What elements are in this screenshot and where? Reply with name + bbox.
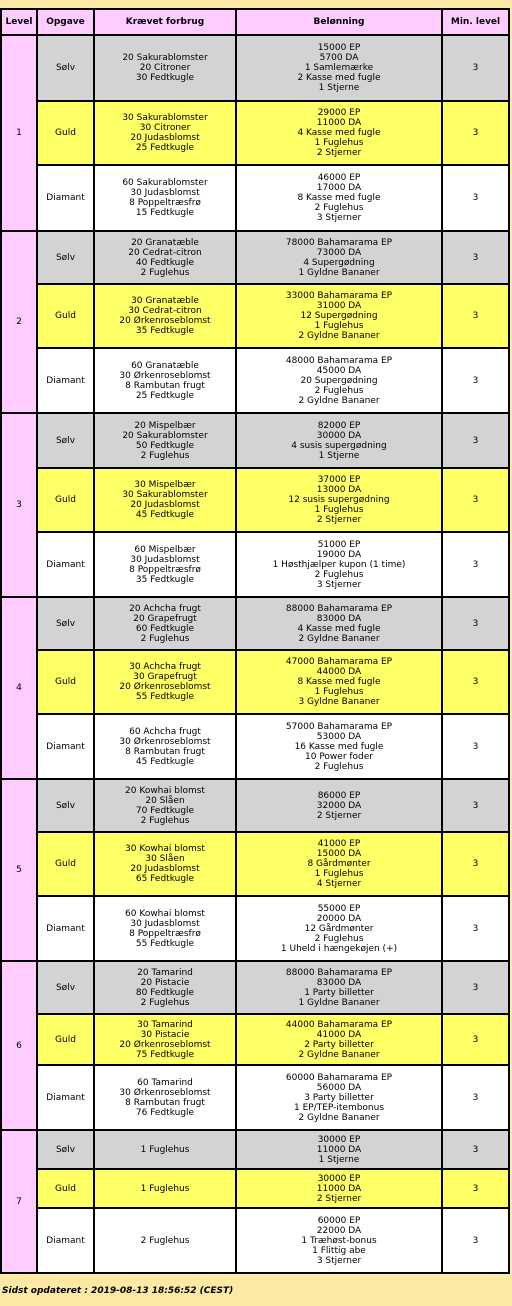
reward-cell (237, 715, 441, 778)
task-cell: Guld (38, 1170, 93, 1207)
requirement-line: 30 Kowhai blomst (125, 844, 205, 854)
requirements-cell (95, 715, 235, 778)
requirements-cell (95, 102, 235, 164)
requirement-line: 30 Tamarind (137, 1019, 193, 1030)
reward-line: 56000 DA (316, 1082, 362, 1093)
requirement-line: 60 Fedtkugle (135, 623, 195, 634)
reward-line: 2 Fuglehus (314, 569, 364, 580)
requirement-line: 20 Slåen (145, 795, 185, 806)
reward-line: 4 susis supergødning (291, 440, 387, 451)
requirement-line: 30 Ørkenroseblomst (119, 1087, 211, 1098)
requirement-line: 8 Rambutan frugt (125, 1097, 205, 1108)
task-cell: Guld (38, 1015, 93, 1064)
requirement-line: 20 Kowhai blomst (125, 785, 205, 796)
requirement-line: 30 Ørkenroseblomst (119, 370, 211, 381)
reward-line: 1 Træhøst-bonus (301, 1235, 377, 1246)
last-updated: Sidst opdateret : 2019-08-13 18:56:52 (CEST) (2, 1286, 234, 1296)
reward-line: 2 Gyldne Bananer (298, 331, 380, 341)
requirement-line: 8 Poppeltræsfrø (129, 564, 201, 575)
requirement-line: 25 Fedtkugle (135, 390, 195, 401)
task-cell: Guld (38, 469, 93, 531)
reward-line: 20000 DA (316, 913, 362, 924)
reward-line: 15000 EP (317, 43, 361, 53)
reward-line: 2 Fuglehus (314, 203, 364, 213)
reward-cell (237, 897, 441, 960)
requirement-line: 20 Achcha frugt (129, 603, 201, 614)
reward-line: 1 Stjerne (318, 1154, 360, 1165)
requirement-line: 30 Citroner (139, 123, 191, 133)
reward-line: 2 Stjerner (316, 148, 362, 158)
requirements-cell (95, 166, 235, 230)
requirement-line: 60 Granatæble (131, 360, 199, 371)
reward-line: 12 Gårdmønter (304, 923, 374, 934)
requirement-line: 20 Grapefrugt (133, 613, 197, 624)
reward-line: 11000 DA (316, 1183, 362, 1194)
reward-line: 88000 Bahamarama EP (285, 603, 393, 614)
reward-line: 1 Fuglehus (314, 505, 364, 515)
reward-line: 44000 DA (316, 667, 362, 677)
reward-line: 8 Gårdmønter (307, 859, 371, 869)
reward-line: 3 Stjerner (316, 579, 362, 590)
requirement-line: 20 Sakurablomster (122, 53, 208, 63)
reward-cell (237, 469, 441, 531)
table-row (2, 833, 508, 895)
min-level-cell: 3 (443, 715, 508, 778)
reward-line: 4 Kasse med fugle (297, 128, 381, 138)
reward-line: 30000 EP (317, 1134, 361, 1145)
requirements-cell (95, 414, 235, 467)
requirements-cell (95, 469, 235, 531)
min-level-cell: 3 (443, 598, 508, 649)
reward-line: 4 Supergødning (303, 257, 375, 268)
table-row (2, 1209, 508, 1272)
min-level-cell: 3 (443, 1015, 508, 1064)
reward-line: 17000 DA (316, 183, 362, 193)
requirement-line: 60 Achcha frugt (129, 726, 201, 737)
task-cell: Guld (38, 285, 93, 347)
requirement-line: 20 Tamarind (137, 967, 193, 978)
requirements-cell (95, 1209, 235, 1272)
requirement-line: 80 Fedtkugle (135, 987, 195, 998)
min-level-cell: 3 (443, 232, 508, 283)
requirement-line: 8 Rambutan frugt (125, 380, 205, 391)
task-cell: Diamant (38, 533, 93, 596)
reward-line: 1 Gyldne Bananer (298, 267, 380, 278)
levels-table (0, 8, 510, 1274)
requirement-line: 55 Fedtkugle (135, 692, 195, 702)
reward-line: 2 Fuglehus (314, 761, 364, 772)
requirement-line: 2 Fuglehus (140, 450, 190, 461)
requirement-line: 30 Achcha frugt (129, 662, 201, 672)
requirement-line: 30 Mispelbær (134, 480, 196, 490)
requirement-line: 20 Pistacie (140, 977, 190, 988)
reward-cell (237, 1066, 441, 1129)
min-level-cell: 3 (443, 166, 508, 230)
requirements-cell (95, 36, 235, 100)
reward-line: 41000 EP (317, 839, 361, 849)
requirement-line: 60 Tamarind (137, 1077, 193, 1088)
requirement-line: 20 Judasblomst (130, 133, 200, 143)
min-level-cell: 3 (443, 1066, 508, 1129)
task-cell: Sølv (38, 36, 93, 100)
task-cell: Guld (38, 102, 93, 164)
requirement-line: 1 Fuglehus (140, 1183, 190, 1194)
requirement-line: 2 Fuglehus (140, 633, 190, 644)
reward-line: 2 Stjerner (316, 1193, 362, 1204)
reward-line: 83000 DA (316, 977, 362, 988)
requirement-line: 20 Ørkenroseblomst (119, 1039, 211, 1050)
table-row (2, 349, 508, 412)
requirement-line: 76 Fedtkugle (135, 1107, 195, 1118)
header-level: Level (2, 10, 36, 34)
reward-cell (237, 833, 441, 895)
reward-line: 41000 DA (316, 1029, 362, 1040)
min-level-cell: 3 (443, 36, 508, 100)
reward-line: 1 Fuglehus (314, 138, 364, 148)
requirements-cell (95, 232, 235, 283)
task-cell: Diamant (38, 349, 93, 412)
reward-cell (237, 780, 441, 831)
table-row (2, 897, 508, 960)
min-level-cell: 3 (443, 897, 508, 960)
reward-line: 53000 DA (316, 731, 362, 742)
table-body (2, 36, 508, 1272)
reward-cell (237, 598, 441, 649)
reward-line: 29000 EP (317, 108, 361, 118)
requirement-line: 30 Sakurablomster (122, 490, 208, 500)
reward-cell (237, 36, 441, 100)
table-row (2, 651, 508, 713)
requirement-line: 35 Fedtkugle (135, 326, 195, 336)
task-cell: Sølv (38, 414, 93, 467)
reward-line: 22000 DA (316, 1225, 362, 1236)
reward-line: 48000 Bahamarama EP (285, 355, 393, 366)
requirement-line: 60 Sakurablomster (122, 178, 208, 188)
reward-cell (237, 166, 441, 230)
reward-line: 82000 EP (317, 420, 361, 431)
reward-line: 1 Fuglehus (314, 687, 364, 697)
task-cell: Diamant (38, 1209, 93, 1272)
reward-line: 4 Stjerner (316, 879, 362, 889)
reward-line: 1 Stjerne (318, 450, 360, 461)
table-row (2, 1131, 508, 1168)
reward-line: 30000 EP (317, 1173, 361, 1184)
requirement-line: 70 Fedtkugle (135, 805, 195, 816)
reward-line: 2 Gyldne Bananer (298, 633, 380, 644)
min-level-cell: 3 (443, 414, 508, 467)
requirement-line: 20 Granatæble (131, 237, 199, 248)
task-cell: Diamant (38, 715, 93, 778)
requirements-cell (95, 833, 235, 895)
header-task: Opgave (38, 10, 93, 34)
table-row (2, 780, 508, 831)
reward-line: 83000 DA (316, 613, 362, 624)
reward-line: 78000 Bahamarama EP (285, 237, 393, 248)
header-row (2, 10, 508, 34)
table-row (2, 1066, 508, 1129)
reward-line: 60000 EP (317, 1215, 361, 1226)
min-level-cell: 3 (443, 833, 508, 895)
min-level-cell: 3 (443, 1209, 508, 1272)
reward-cell (237, 1209, 441, 1272)
min-level-cell: 3 (443, 1131, 508, 1168)
reward-line: 5700 DA (319, 53, 359, 63)
level-cell: 5 (2, 780, 36, 960)
reward-cell (237, 102, 441, 164)
reward-line: 1 Stjerne (318, 83, 360, 93)
requirements-cell (95, 962, 235, 1013)
requirement-line: 30 Sakurablomster (122, 113, 208, 123)
level-cell: 4 (2, 598, 36, 778)
requirement-line: 30 Cedrat-citron (128, 306, 202, 316)
requirements-cell (95, 651, 235, 713)
reward-line: 3 Stjerner (316, 1255, 362, 1266)
reward-line: 51000 EP (317, 539, 361, 550)
level-cell: 1 (2, 36, 36, 230)
level-cell: 7 (2, 1131, 36, 1272)
requirement-line: 20 Judasblomst (130, 864, 200, 874)
requirement-line: 35 Fedtkugle (135, 574, 195, 585)
min-level-cell: 3 (443, 780, 508, 831)
table-row (2, 36, 508, 100)
table-row (2, 1015, 508, 1064)
requirement-line: 65 Fedtkugle (135, 874, 195, 884)
reward-cell (237, 349, 441, 412)
reward-line: 8 Kasse med fugle (297, 193, 381, 203)
requirement-line: 20 Cedrat-citron (128, 247, 202, 258)
reward-cell (237, 533, 441, 596)
requirement-line: 45 Fedtkugle (135, 510, 195, 520)
requirement-line: 2 Fuglehus (140, 267, 190, 278)
reward-line: 13000 DA (316, 485, 362, 495)
task-cell: Sølv (38, 1131, 93, 1168)
reward-line: 16 Kasse med fugle (294, 741, 384, 752)
reward-line: 88000 Bahamarama EP (285, 967, 393, 978)
requirement-line: 75 Fedtkugle (135, 1049, 195, 1060)
table-row (2, 598, 508, 649)
table-row (2, 102, 508, 164)
task-cell: Diamant (38, 897, 93, 960)
reward-line: 1 Party billetter (304, 987, 374, 998)
reward-line: 86000 EP (317, 790, 361, 801)
task-cell: Sølv (38, 780, 93, 831)
level-cell: 2 (2, 232, 36, 412)
reward-line: 1 Fuglehus (314, 869, 364, 879)
min-level-cell: 3 (443, 102, 508, 164)
reward-cell (237, 1131, 441, 1168)
requirement-line: 20 Citroner (139, 63, 191, 73)
requirement-line: 30 Pistacie (140, 1029, 190, 1040)
reward-line: 3 Gyldne Bananer (298, 697, 380, 707)
requirement-line: 30 Judasblomst (130, 554, 200, 565)
reward-line: 57000 Bahamarama EP (285, 721, 393, 732)
reward-line: 2 Party billetter (304, 1039, 374, 1050)
reward-line: 11000 DA (316, 1144, 362, 1155)
requirement-line: 30 Granatæble (131, 296, 199, 306)
reward-line: 19000 DA (316, 549, 362, 560)
reward-line: 20 Supergødning (300, 375, 378, 386)
requirement-line: 8 Poppeltræsfrø (129, 198, 201, 208)
requirement-line: 15 Fedtkugle (135, 208, 195, 218)
reward-line: 3 Stjerner (316, 213, 362, 223)
reward-line: 12 susis supergødning (288, 495, 390, 505)
reward-line: 55000 EP (317, 903, 361, 914)
requirement-line: 30 Grapefrugt (133, 672, 197, 682)
reward-line: 2 Gyldne Bananer (298, 395, 380, 406)
requirement-line: 55 Fedtkugle (135, 938, 195, 949)
reward-line: 2 Fuglehus (314, 385, 364, 396)
reward-line: 1 EP/TEP-itembonus (293, 1102, 385, 1113)
requirement-line: 30 Judasblomst (130, 188, 200, 198)
min-level-cell: 3 (443, 285, 508, 347)
reward-line: 60000 Bahamarama EP (285, 1072, 393, 1083)
requirement-line: 30 Ørkenroseblomst (119, 736, 211, 747)
requirement-line: 40 Fedtkugle (135, 257, 195, 268)
min-level-cell: 3 (443, 349, 508, 412)
reward-line: 2 Stjerner (316, 515, 362, 525)
requirement-line: 20 Mispelbær (134, 420, 196, 431)
min-level-cell: 3 (443, 962, 508, 1013)
requirements-cell (95, 349, 235, 412)
requirement-line: 1 Fuglehus (140, 1144, 190, 1155)
table-row (2, 166, 508, 230)
table-row (2, 962, 508, 1013)
reward-line: 1 Samlemærke (304, 63, 374, 73)
requirement-line: 20 Ørkenroseblomst (119, 682, 211, 692)
requirement-line: 8 Poppeltræsfrø (129, 928, 201, 939)
reward-line: 37000 EP (317, 475, 361, 485)
reward-line: 1 Gyldne Bananer (298, 997, 380, 1008)
requirements-cell (95, 533, 235, 596)
reward-line: 1 Fuglehus (314, 321, 364, 331)
reward-line: 10 Power foder (305, 751, 374, 762)
reward-line: 2 Gyldne Bananer (298, 1112, 380, 1123)
requirement-line: 60 Mispelbær (134, 544, 196, 555)
reward-line: 46000 EP (317, 173, 361, 183)
reward-cell (237, 232, 441, 283)
requirement-line: 30 Slåen (145, 854, 185, 864)
table-row (2, 715, 508, 778)
reward-line: 2 Stjerner (316, 810, 362, 821)
task-cell: Guld (38, 651, 93, 713)
requirement-line: 30 Judasblomst (130, 918, 200, 929)
task-cell: Sølv (38, 232, 93, 283)
requirements-cell (95, 897, 235, 960)
requirement-line: 20 Ørkenroseblomst (119, 316, 211, 326)
requirement-line: 45 Fedtkugle (135, 756, 195, 767)
reward-cell (237, 1170, 441, 1207)
min-level-cell: 3 (443, 469, 508, 531)
requirements-cell (95, 598, 235, 649)
requirements-cell (95, 1170, 235, 1207)
requirements-cell (95, 285, 235, 347)
requirement-line: 2 Fuglehus (140, 815, 190, 826)
level-cell: 6 (2, 962, 36, 1129)
min-level-cell: 3 (443, 1170, 508, 1207)
reward-line: 31000 DA (316, 301, 362, 311)
table-row (2, 285, 508, 347)
task-cell: Sølv (38, 598, 93, 649)
reward-line: 12 Supergødning (300, 311, 378, 321)
table-row (2, 232, 508, 283)
requirements-cell (95, 780, 235, 831)
header-min-level: Min. level (443, 10, 508, 34)
requirement-line: 8 Rambutan frugt (125, 746, 205, 757)
reward-line: 2 Kasse med fugle (297, 73, 381, 83)
level-cell: 3 (2, 414, 36, 596)
table-row (2, 414, 508, 467)
requirements-cell (95, 1066, 235, 1129)
task-cell: Sølv (38, 962, 93, 1013)
reward-line: 8 Kasse med fugle (297, 677, 381, 687)
reward-line: 1 Høsthjælper kupon (1 time) (272, 559, 406, 570)
requirement-line: 20 Judasblomst (130, 500, 200, 510)
reward-line: 3 Party billetter (304, 1092, 374, 1103)
requirement-line: 2 Fuglehus (140, 997, 190, 1008)
requirements-cell (95, 1131, 235, 1168)
reward-line: 11000 DA (316, 118, 362, 128)
task-cell: Guld (38, 833, 93, 895)
reward-line: 4 Kasse med fugle (297, 623, 381, 634)
reward-cell (237, 285, 441, 347)
reward-line: 32000 DA (316, 800, 362, 811)
reward-cell (237, 1015, 441, 1064)
reward-line: 73000 DA (316, 247, 362, 258)
reward-line: 47000 Bahamarama EP (285, 657, 393, 667)
requirement-line: 30 Fedtkugle (135, 73, 195, 83)
reward-line: 15000 DA (316, 849, 362, 859)
table-row (2, 469, 508, 531)
task-cell: Diamant (38, 166, 93, 230)
reward-line: 45000 DA (316, 365, 362, 376)
reward-line: 2 Fuglehus (314, 933, 364, 944)
table-row (2, 533, 508, 596)
requirement-line: 60 Kowhai blomst (125, 908, 205, 919)
min-level-cell: 3 (443, 533, 508, 596)
header-reward: Belønning (237, 10, 441, 34)
reward-cell (237, 651, 441, 713)
requirements-cell (95, 1015, 235, 1064)
requirement-line: 25 Fedtkugle (135, 143, 195, 153)
requirement-line: 2 Fuglehus (140, 1235, 190, 1246)
reward-line: 44000 Bahamarama EP (285, 1019, 393, 1030)
reward-line: 2 Gyldne Bananer (298, 1049, 380, 1060)
reward-line: 33000 Bahamarama EP (285, 291, 393, 301)
header-requirements: Krævet forbrug (95, 10, 235, 34)
reward-line: 1 Flittig abe (312, 1245, 366, 1256)
task-cell: Diamant (38, 1066, 93, 1129)
reward-cell (237, 962, 441, 1013)
reward-cell (237, 414, 441, 467)
reward-line: 30000 DA (316, 430, 362, 441)
requirement-line: 50 Fedtkugle (135, 440, 195, 451)
requirement-line: 20 Sakurablomster (122, 430, 208, 441)
table-row (2, 1170, 508, 1207)
min-level-cell: 3 (443, 651, 508, 713)
reward-line: 1 Uheld i hængekøjen (+) (280, 943, 398, 954)
